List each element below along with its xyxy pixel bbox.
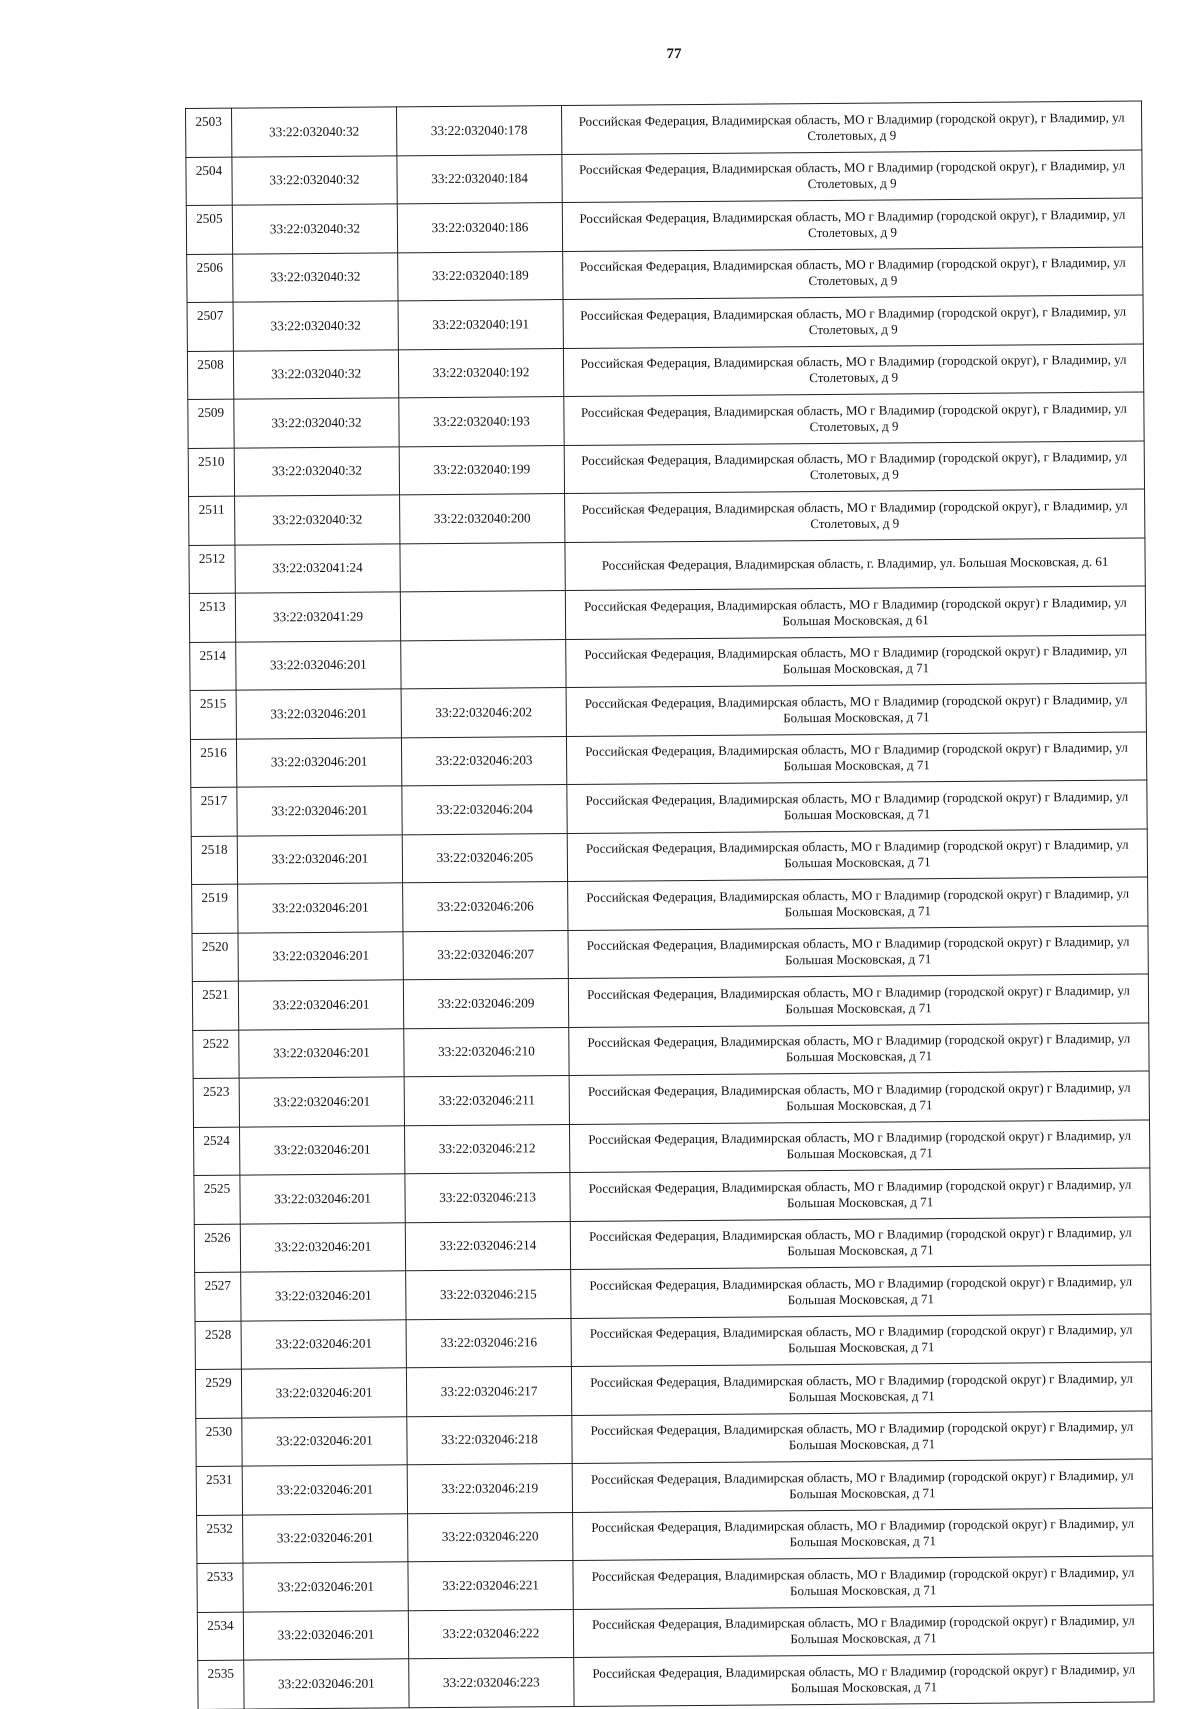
table-row bbox=[197, 1604, 1153, 1660]
row-number-cell: 2513 bbox=[189, 593, 235, 642]
address-cell: Российская Федерация, Владимирская область, МО г Владимир (городской округ), г Владимир, ул Столетовых, д 9 bbox=[561, 101, 1141, 154]
row-number-cell: 2521 bbox=[192, 981, 238, 1030]
object-number-cell: 33:22:032046:213 bbox=[405, 1173, 570, 1223]
cadastral-number-cell: 33:22:032040:32 bbox=[232, 155, 397, 205]
address-cell: Российская Федерация, Владимирская область, МО г Владимир (городской округ) г Владимир, ул Большая Московская, д 71 bbox=[568, 925, 1148, 978]
table-row bbox=[189, 586, 1145, 642]
address-cell: Российская Федерация, Владимирская область, МО г Владимир (городской округ) г Владимир, ул Большая Московская, д 71 bbox=[570, 1216, 1150, 1269]
cadastral-number-cell: 33:22:032046:201 bbox=[240, 1174, 405, 1224]
row-number-cell: 2506 bbox=[187, 254, 233, 303]
address-cell: Российская Федерация, Владимирская область, МО г Владимир (городской округ) г Владимир, ул Большая Московская, д 71 bbox=[573, 1604, 1153, 1657]
object-number-cell: 33:22:032046:204 bbox=[402, 785, 567, 835]
table-row bbox=[196, 1459, 1152, 1515]
cadastral-number-cell: 33:22:032040:32 bbox=[234, 446, 399, 496]
table-row bbox=[193, 1022, 1149, 1078]
address-cell: Российская Федерация, Владимирская область, МО г Владимир (городской округ) г Владимир, ул Большая Московская, д 71 bbox=[568, 974, 1148, 1027]
row-number-cell: 2516 bbox=[190, 739, 236, 788]
table-row bbox=[187, 295, 1143, 351]
row-number-cell: 2517 bbox=[191, 787, 237, 836]
cadastral-number-cell: 33:22:032046:201 bbox=[243, 1513, 408, 1563]
object-number-cell: 33:22:032046:206 bbox=[403, 882, 568, 932]
table-row bbox=[188, 392, 1144, 448]
table-row bbox=[195, 1362, 1151, 1418]
row-number-cell: 2518 bbox=[191, 836, 237, 885]
registry-rows bbox=[186, 101, 1155, 1709]
object-number-cell: 33:22:032046:216 bbox=[406, 1318, 571, 1368]
object-number-cell: 33:22:032046:203 bbox=[401, 736, 566, 786]
row-number-cell: 2535 bbox=[198, 1660, 244, 1709]
table-row bbox=[194, 1216, 1150, 1272]
object-number-cell: 33:22:032040:193 bbox=[399, 397, 564, 447]
object-number-cell: 33:22:032040:200 bbox=[400, 494, 565, 544]
row-number-cell: 2527 bbox=[195, 1272, 241, 1321]
cadastral-number-cell: 33:22:032046:201 bbox=[236, 640, 401, 690]
cadastral-number-cell: 33:22:032040:32 bbox=[234, 398, 399, 448]
cadastral-number-cell: 33:22:032040:32 bbox=[232, 204, 397, 254]
row-number-cell: 2510 bbox=[188, 448, 234, 497]
object-number-cell: 33:22:032040:191 bbox=[398, 300, 563, 350]
object-number-cell: 33:22:032046:207 bbox=[403, 930, 568, 980]
address-cell: Российская Федерация, Владимирская область, МО г Владимир (городской округ) г Владимир, ул Большая Московская, д 71 bbox=[566, 731, 1146, 784]
object-number-cell: 33:22:032046:211 bbox=[404, 1076, 569, 1126]
table-row bbox=[188, 440, 1144, 496]
cadastral-number-cell: 33:22:032046:201 bbox=[243, 1562, 408, 1612]
row-number-cell: 2512 bbox=[189, 545, 235, 594]
address-cell: Российская Федерация, Владимирская область, МО г Владимир (городской округ) г Владимир, ул Большая Московская, д 71 bbox=[571, 1362, 1151, 1415]
cadastral-number-cell: 33:22:032046:201 bbox=[238, 883, 403, 933]
cadastral-number-cell: 33:22:032040:32 bbox=[233, 252, 398, 302]
cadastral-number-cell: 33:22:032040:32 bbox=[233, 301, 398, 351]
object-number-cell: 33:22:032046:202 bbox=[401, 688, 566, 738]
object-number-cell: 33:22:032040:199 bbox=[399, 445, 564, 495]
address-cell: Российская Федерация, Владимирская область, г. Владимир, ул. Большая Московская, д. 61 bbox=[565, 537, 1145, 590]
object-number-cell: 33:22:032046:221 bbox=[408, 1560, 573, 1610]
address-cell: Российская Федерация, Владимирская область, МО г Владимир (городской округ) г Владимир, ул Большая Московская, д 71 bbox=[574, 1653, 1154, 1706]
table-row bbox=[194, 1119, 1150, 1175]
object-number-cell: 33:22:032046:214 bbox=[405, 1221, 570, 1271]
table-row bbox=[198, 1653, 1154, 1709]
cadastral-number-cell: 33:22:032046:201 bbox=[236, 689, 401, 739]
table-row bbox=[186, 198, 1142, 254]
table-row bbox=[192, 974, 1148, 1030]
row-number-cell: 2504 bbox=[186, 157, 232, 206]
object-number-cell: 33:22:032040:184 bbox=[397, 154, 562, 204]
table-row bbox=[196, 1410, 1152, 1466]
row-number-cell: 2511 bbox=[189, 496, 235, 545]
row-number-cell: 2519 bbox=[192, 884, 238, 933]
row-number-cell: 2515 bbox=[190, 690, 236, 739]
address-cell: Российская Федерация, Владимирская область, МО г Владимир (городской округ) г Владимир, ул Большая Московская, д 71 bbox=[572, 1410, 1152, 1463]
cadastral-number-cell: 33:22:032046:201 bbox=[241, 1368, 406, 1418]
object-number-cell bbox=[400, 591, 565, 641]
address-cell: Российская Федерация, Владимирская область, МО г Владимир (городской округ) г Владимир, ул Большая Московская, д 71 bbox=[572, 1459, 1152, 1512]
object-number-cell: 33:22:032040:189 bbox=[398, 251, 563, 301]
address-cell: Российская Федерация, Владимирская область, МО г Владимир (городской округ) г Владимир, ул Большая Московская, д 71 bbox=[571, 1313, 1151, 1366]
row-number-cell: 2534 bbox=[197, 1612, 243, 1661]
row-number-cell: 2523 bbox=[193, 1078, 239, 1127]
row-number-cell: 2531 bbox=[196, 1466, 242, 1515]
address-cell: Российская Федерация, Владимирская область, МО г Владимир (городской округ) г Владимир, ул Большая Московская, д 71 bbox=[566, 634, 1146, 687]
address-cell: Российская Федерация, Владимирская область, МО г Владимир (городской округ) г Владимир, ул Большая Московская, д 71 bbox=[573, 1507, 1153, 1560]
table-row bbox=[197, 1507, 1153, 1563]
cadastral-number-cell: 33:22:032041:24 bbox=[235, 543, 400, 593]
table-row bbox=[195, 1313, 1151, 1369]
row-number-cell: 2508 bbox=[187, 351, 233, 400]
address-cell: Российская Федерация, Владимирская область, МО г Владимир (городской округ) г Владимир, ул Большая Московская, д 71 bbox=[573, 1556, 1153, 1609]
row-number-cell: 2505 bbox=[186, 205, 232, 254]
object-number-cell: 33:22:032046:215 bbox=[406, 1270, 571, 1320]
table-row bbox=[190, 731, 1146, 787]
row-number-cell: 2524 bbox=[194, 1127, 240, 1176]
address-cell: Российская Федерация, Владимирская область, МО г Владимир (городской округ) г Владимир, ул Большая Московская, д 71 bbox=[569, 1119, 1149, 1172]
object-number-cell: 33:22:032046:205 bbox=[402, 833, 567, 883]
object-number-cell: 33:22:032046:217 bbox=[406, 1367, 571, 1417]
registry-table bbox=[185, 100, 1155, 1709]
cadastral-number-cell: 33:22:032046:201 bbox=[238, 980, 403, 1030]
object-number-cell: 33:22:032040:178 bbox=[396, 106, 561, 156]
page-number: 77 bbox=[666, 46, 682, 62]
address-cell: Российская Федерация, Владимирская область, МО г Владимир (городской округ) г Владимир, ул Большая Московская, д 71 bbox=[569, 1022, 1149, 1075]
address-cell: Российская Федерация, Владимирская область, МО г Владимир (городской округ) г Владимир, ул Большая Московская, д 71 bbox=[568, 877, 1148, 930]
object-number-cell: 33:22:032046:210 bbox=[404, 1027, 569, 1077]
address-cell: Российская Федерация, Владимирская область, МО г Владимир (городской округ), г Владимир, ул Столетовых, д 9 bbox=[565, 489, 1145, 542]
table-row bbox=[191, 780, 1147, 836]
cadastral-number-cell: 33:22:032046:201 bbox=[236, 737, 401, 787]
row-number-cell: 2532 bbox=[197, 1515, 243, 1564]
table-row bbox=[189, 537, 1145, 593]
object-number-cell: 33:22:032046:212 bbox=[404, 1124, 569, 1174]
table-row bbox=[190, 683, 1146, 739]
cadastral-number-cell: 33:22:032046:201 bbox=[238, 931, 403, 981]
address-cell: Российская Федерация, Владимирская область, МО г Владимир (городской округ) г Владимир, ул Большая Московская, д 71 bbox=[567, 828, 1147, 881]
object-number-cell: 33:22:032046:223 bbox=[409, 1657, 574, 1707]
row-number-cell: 2503 bbox=[186, 108, 232, 157]
table-row bbox=[186, 149, 1142, 205]
object-number-cell: 33:22:032046:218 bbox=[407, 1415, 572, 1465]
cadastral-number-cell: 33:22:032046:201 bbox=[244, 1659, 409, 1709]
address-cell: Российская Федерация, Владимирская область, МО г Владимир (городской округ), г Владимир, ул Столетовых, д 9 bbox=[562, 198, 1142, 251]
cadastral-number-cell: 33:22:032046:201 bbox=[237, 786, 402, 836]
row-number-cell: 2528 bbox=[195, 1321, 241, 1370]
address-cell: Российская Федерация, Владимирская область, МО г Владимир (городской округ) г Владимир, ул Большая Московская, д 71 bbox=[571, 1265, 1151, 1318]
table-row bbox=[186, 101, 1142, 157]
cadastral-number-cell: 33:22:032046:201 bbox=[240, 1125, 405, 1175]
table-row bbox=[192, 877, 1148, 933]
object-number-cell bbox=[400, 542, 565, 592]
row-number-cell: 2520 bbox=[192, 933, 238, 982]
cadastral-number-cell: 33:22:032046:201 bbox=[237, 834, 402, 884]
address-cell: Российская Федерация, Владимирская область, МО г Владимир (городской округ), г Владимир, ул Столетовых, д 9 bbox=[563, 246, 1143, 299]
row-number-cell: 2533 bbox=[197, 1563, 243, 1612]
object-number-cell: 33:22:032046:209 bbox=[403, 979, 568, 1029]
row-number-cell: 2525 bbox=[194, 1175, 240, 1224]
cadastral-number-cell: 33:22:032046:201 bbox=[239, 1028, 404, 1078]
address-cell: Российская Федерация, Владимирская область, МО г Владимир (городской округ) г Владимир, ул Большая Московская, д 61 bbox=[565, 586, 1145, 639]
table-row bbox=[189, 489, 1145, 545]
row-number-cell: 2522 bbox=[193, 1030, 239, 1079]
object-number-cell: 33:22:032040:186 bbox=[397, 203, 562, 253]
row-number-cell: 2529 bbox=[195, 1369, 241, 1418]
cadastral-number-cell: 33:22:032046:201 bbox=[241, 1319, 406, 1369]
cadastral-number-cell: 33:22:032046:201 bbox=[241, 1271, 406, 1321]
cadastral-number-cell: 33:22:032046:201 bbox=[242, 1416, 407, 1466]
object-number-cell: 33:22:032046:219 bbox=[407, 1464, 572, 1514]
address-cell: Российская Федерация, Владимирская область, МО г Владимир (городской округ), г Владимир, ул Столетовых, д 9 bbox=[563, 343, 1143, 396]
table-row bbox=[192, 925, 1148, 981]
cadastral-number-cell: 33:22:032040:32 bbox=[235, 495, 400, 545]
cadastral-number-cell: 33:22:032040:32 bbox=[233, 349, 398, 399]
cadastral-number-cell: 33:22:032046:201 bbox=[240, 1222, 405, 1272]
table-row bbox=[195, 1265, 1151, 1321]
address-cell: Российская Федерация, Владимирская область, МО г Владимир (городской округ) г Владимир, ул Большая Московская, д 71 bbox=[566, 683, 1146, 736]
address-cell: Российская Федерация, Владимирская область, МО г Владимир (городской округ) г Владимир, ул Большая Московская, д 71 bbox=[570, 1168, 1150, 1221]
row-number-cell: 2526 bbox=[194, 1224, 240, 1273]
cadastral-number-cell: 33:22:032041:29 bbox=[235, 592, 400, 642]
address-cell: Российская Федерация, Владимирская область, МО г Владимир (городской округ), г Владимир, ул Столетовых, д 9 bbox=[564, 440, 1144, 493]
object-number-cell: 33:22:032040:192 bbox=[398, 348, 563, 398]
table-row bbox=[191, 828, 1147, 884]
row-number-cell: 2509 bbox=[188, 399, 234, 448]
address-cell: Российская Федерация, Владимирская область, МО г Владимир (городской округ), г Владимир, ул Столетовых, д 9 bbox=[562, 149, 1142, 202]
table-row bbox=[197, 1556, 1153, 1612]
address-cell: Российская Федерация, Владимирская область, МО г Владимир (городской округ), г Владимир, ул Столетовых, д 9 bbox=[564, 392, 1144, 445]
cadastral-number-cell: 33:22:032046:201 bbox=[242, 1465, 407, 1515]
cadastral-number-cell: 33:22:032040:32 bbox=[232, 107, 397, 157]
object-number-cell bbox=[401, 639, 566, 689]
row-number-cell: 2514 bbox=[190, 642, 236, 691]
cadastral-number-cell: 33:22:032046:201 bbox=[239, 1077, 404, 1127]
table-row bbox=[194, 1168, 1150, 1224]
address-cell: Российская Федерация, Владимирская область, МО г Владимир (городской округ) г Владимир, ул Большая Московская, д 71 bbox=[567, 780, 1147, 833]
cadastral-number-cell: 33:22:032046:201 bbox=[243, 1610, 408, 1660]
table-row bbox=[187, 246, 1143, 302]
address-cell: Российская Федерация, Владимирская область, МО г Владимир (городской округ) г Владимир, ул Большая Московская, д 71 bbox=[569, 1071, 1149, 1124]
address-cell: Российская Федерация, Владимирская область, МО г Владимир (городской округ), г Владимир, ул Столетовых, д 9 bbox=[563, 295, 1143, 348]
table-row bbox=[190, 634, 1146, 690]
object-number-cell: 33:22:032046:220 bbox=[408, 1512, 573, 1562]
table-row bbox=[193, 1071, 1149, 1127]
table-row bbox=[187, 343, 1143, 399]
object-number-cell: 33:22:032046:222 bbox=[408, 1609, 573, 1659]
row-number-cell: 2530 bbox=[196, 1418, 242, 1467]
row-number-cell: 2507 bbox=[187, 302, 233, 351]
